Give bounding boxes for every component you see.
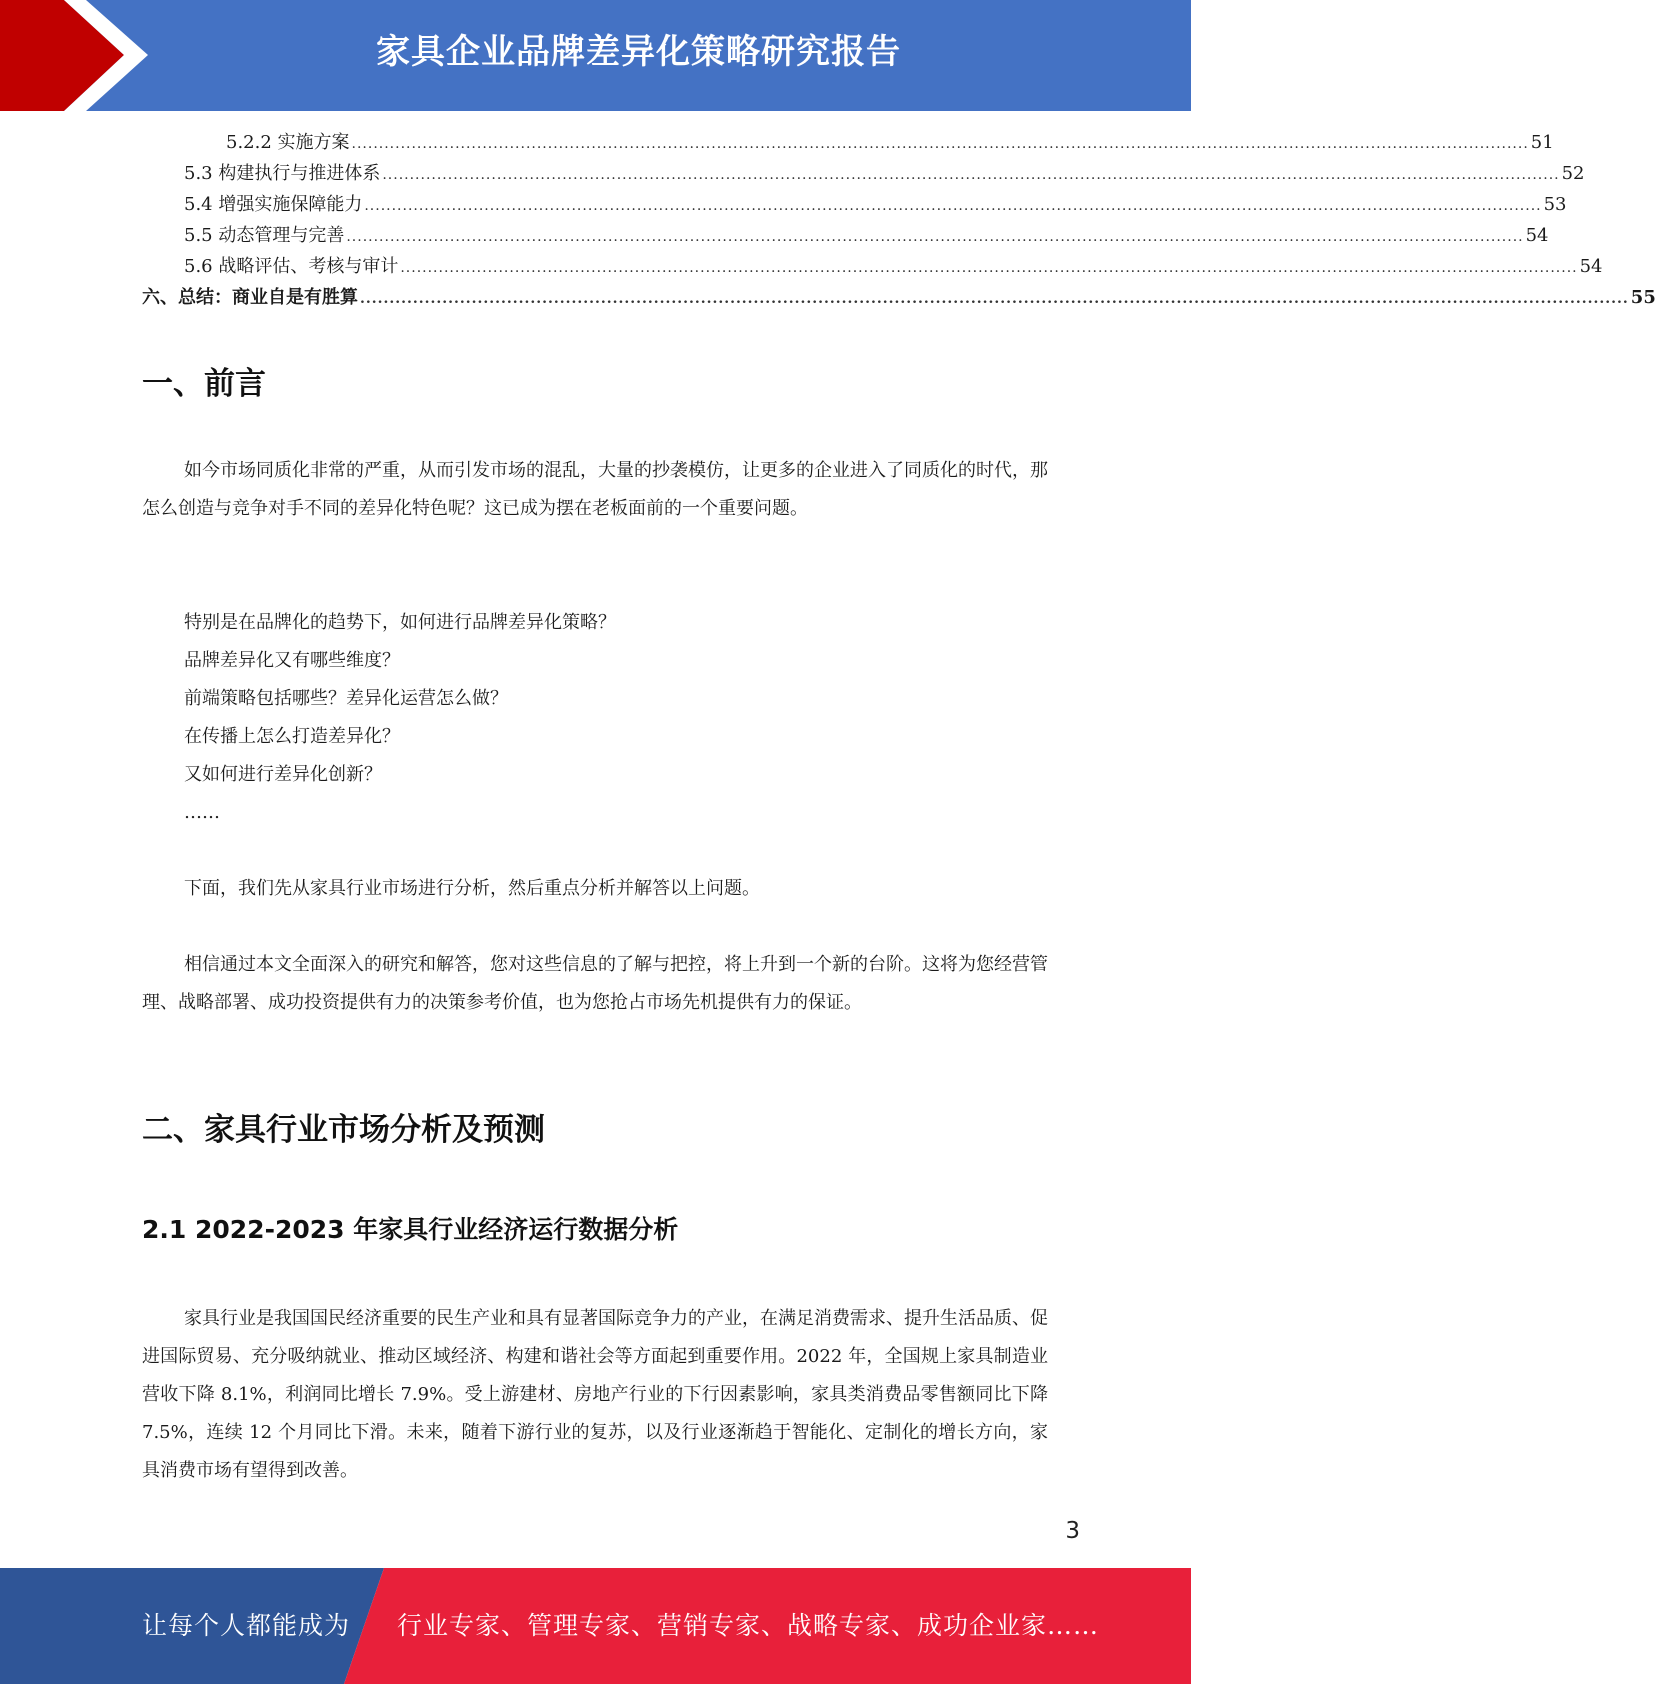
toc-leader-dots: ........................................................................................................................................................................................................................ [360, 291, 1629, 307]
question-item: 在传播上怎么打造差异化？ [184, 726, 400, 747]
preface-paragraph-1: 如今市场同质化非常的严重，从而引发市场的混乱，大量的抄袭模仿，让更多的企业进入了同质化的时代，那怎么创造与竞争对手不同的差异化特色呢？这已成为摆在老板面前的一个重要问题。 [142, 460, 1048, 519]
toc-entry[interactable] [142, 159, 1585, 190]
toc-leader-dots: ........................................................................................................................................................................................................................ [382, 167, 1560, 183]
preface-paragraph-2: 下面，我们先从家具行业市场进行分析，然后重点分析并解答以上问题。 [184, 878, 760, 899]
market-analysis-paragraph: 家具行业是我国国民经济重要的民生产业和具有显著国际竞争力的产业，在满足消费需求、提升生活品质、促进国际贸易、充分吸纳就业、推动区域经济、构建和谐社会等方面起到重要作用。2022 年，全国规上家具制造业营收下降 8.1%，利润同比增长 7.9%。受上游建材、房地产行业的下行因素影响，家具类消费品零售额同比下降 7.5%，连续 12 个月同比下滑。未来，随着下游行业的复苏，以及行业逐渐趋于智能化、定制化的增长方向，家具消费市场有望得到改善。 [142, 1308, 1048, 1481]
question-list [184, 604, 616, 832]
toc-entry[interactable] [142, 190, 1567, 221]
footer-slogan-right: 行业专家、管理专家、营销专家、战略专家、成功企业家…… [397, 1611, 1100, 1640]
toc-entry-page: 54 [1579, 256, 1603, 277]
toc-entry-label: 5.4 增强实施保障能力 [184, 194, 363, 215]
toc-entry-label: 5.2.2 实施方案 [226, 132, 350, 153]
footer-slogan-left: 让每个人都能成为 [142, 1611, 351, 1640]
toc-leader-dots: ........................................................................................................................................................................................................................ [364, 198, 1542, 214]
toc-leader-dots: ........................................................................................................................................................................................................................ [351, 136, 1529, 152]
toc-leader-dots: ........................................................................................................................................................................................................................ [346, 229, 1524, 245]
toc-entry-label: 5.5 动态管理与完善 [184, 225, 345, 246]
toc-entry[interactable] [142, 283, 1656, 314]
toc-leader-dots: ........................................................................................................................................................................................................................ [400, 260, 1578, 276]
toc-entry-label: 5.6 战略评估、考核与审计 [184, 256, 399, 277]
preface-paragraph-3: 相信通过本文全面深入的研究和解答，您对这些信息的了解与把控，将上升到一个新的台阶。这将为您经营管理、战略部署、成功投资提供有力的决策参考价值，也为您抢占市场先机提供有力的保证。 [142, 954, 1048, 1013]
question-item: 特别是在品牌化的趋势下，如何进行品牌差异化策略？ [184, 612, 616, 633]
toc-entry-label: 5.3 构建执行与推进体系 [184, 163, 381, 184]
toc-entry-page: 52 [1561, 163, 1585, 184]
footer-banner [0, 1568, 1191, 1684]
page-number: 3 [1065, 1518, 1080, 1544]
header-title: 家具企业品牌差异化策略研究报告 [376, 32, 901, 72]
header-banner [0, 0, 1191, 111]
toc-entry-page: 51 [1530, 132, 1554, 153]
toc-entry[interactable] [142, 252, 1603, 283]
table-of-contents [142, 128, 1656, 314]
subsection-heading-2-1: 2.1 2022-2023 年家具行业经济运行数据分析 [142, 1215, 679, 1244]
question-item: …… [184, 802, 220, 823]
question-item: 品牌差异化又有哪些维度？ [184, 650, 400, 671]
toc-entry-label: 六、总结：商业自是有胜算 [142, 287, 358, 308]
toc-entry[interactable] [142, 128, 1554, 159]
question-item: 又如何进行差异化创新？ [184, 764, 382, 785]
toc-entry[interactable] [142, 221, 1549, 252]
toc-entry-page: 54 [1525, 225, 1549, 246]
section-heading-preface: 一、前言 [142, 366, 266, 402]
question-item: 前端策略包括哪些？差异化运营怎么做？ [184, 688, 508, 709]
toc-entry-page: 53 [1543, 194, 1567, 215]
toc-entry-page: 55 [1630, 287, 1656, 308]
section-heading-market-analysis: 二、家具行业市场分析及预测 [142, 1112, 545, 1148]
